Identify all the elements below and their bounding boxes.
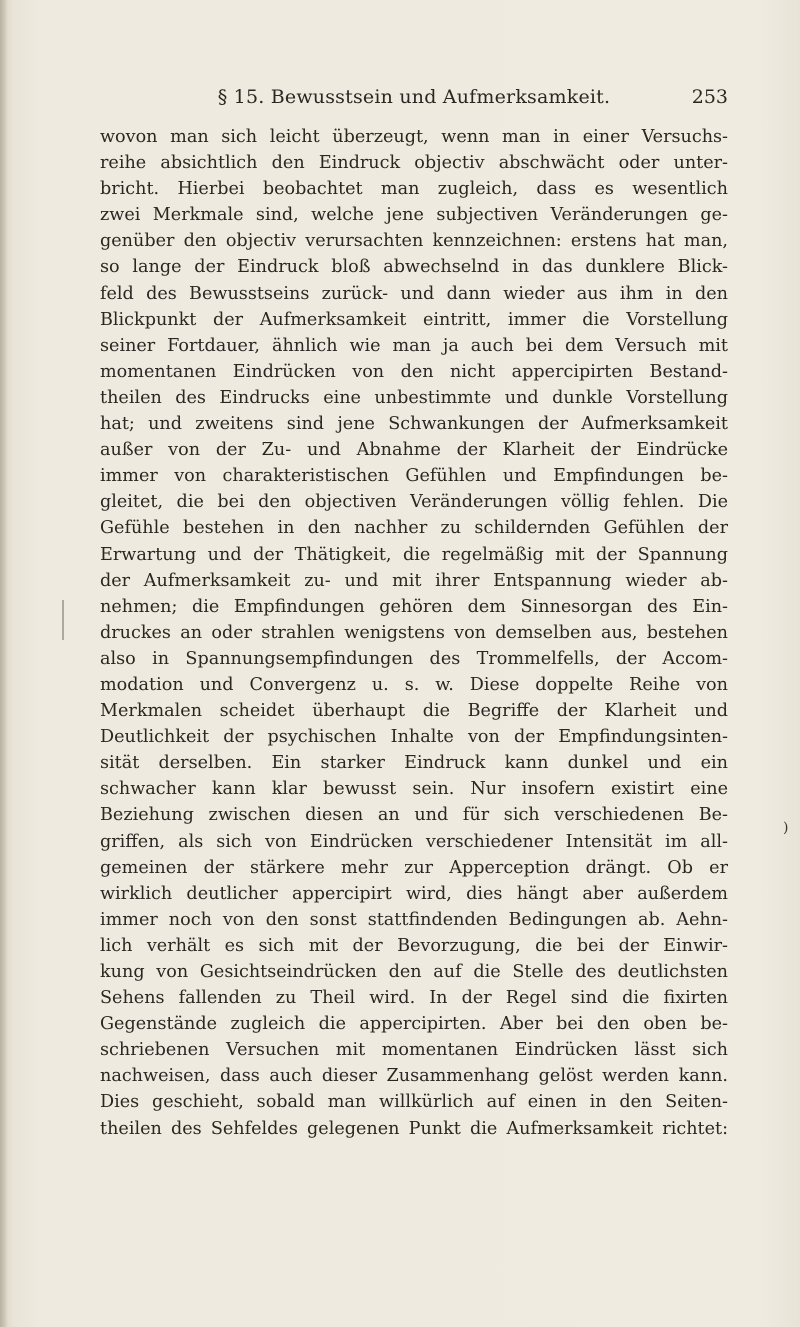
text-line: reihe absichtlich den Eindruck objectiv abschwächt oder unter- <box>100 153 728 174</box>
text-line: immer noch von den sonst stattfindenden Bedingungen ab. Aehn- <box>100 909 728 930</box>
text-line: Erwartung und der Thätigkeit, die regelmäßig mit der Spannung <box>100 544 728 565</box>
text-line: immer von charakteristischen Gefühlen und Empfindungen be- <box>100 466 728 487</box>
page-number: 253 <box>691 86 728 108</box>
margin-pencil-mark <box>62 600 64 640</box>
text-line: hat; und zweitens sind jene Schwankungen der Aufmerksamkeit <box>100 414 728 435</box>
section-title: § 15. Bewusstsein und Aufmerksamkeit. <box>217 86 611 108</box>
text-line: feld des Bewusstseins zurück- und dann wieder aus ihm in den <box>100 283 728 304</box>
text-line: kung von Gesichtseindrücken den auf die Stelle des deutlichsten <box>100 962 728 982</box>
text-line: schriebenen Versuchen mit momentanen Eindrücken lässt sich <box>100 1040 728 1061</box>
text-line: druckes an oder strahlen wenigstens von demselben aus, bestehen <box>100 622 728 643</box>
text-line: Gegenstände zugleich die appercipirten. Aber bei den oben be- <box>100 1014 728 1035</box>
running-header <box>100 86 728 114</box>
text-line: zwei Merkmale sind, welche jene subjectiven Veränderungen ge- <box>100 205 728 226</box>
body-text <box>100 124 728 1142</box>
text-line: also in Spannungsempfindungen des Trommelfells, der Accom- <box>100 648 728 669</box>
text-line: griffen, als sich von Eindrücken verschiedener Intensität im all- <box>100 831 728 852</box>
text-line: wirklich deutlicher appercipirt wird, dies hängt aber außerdem <box>100 883 728 904</box>
text-line: Merkmalen scheidet überhaupt die Begriffe der Klarheit und <box>100 701 728 722</box>
text-line: genüber den objectiv verursachten kennzeichnen: erstens hat man, <box>100 231 728 252</box>
text-line: schwacher kann klar bewusst sein. Nur insofern existirt eine <box>100 779 728 800</box>
text-line: theilen des Eindrucks eine unbestimmte und dunkle Vorstellung <box>100 387 728 408</box>
text-line: Blickpunkt der Aufmerksamkeit eintritt, immer die Vorstellung <box>100 309 728 330</box>
text-line: nachweisen, dass auch dieser Zusammenhang gelöst werden kann. <box>100 1066 728 1087</box>
text-line: bricht. Hierbei beobachtet man zugleich, dass es wesentlich <box>100 179 728 200</box>
text-line: außer von der Zu- und Abnahme der Klarheit der Eindrücke <box>100 440 728 461</box>
text-line: gemeinen der stärkere mehr zur Apperception drängt. Ob er <box>100 857 728 878</box>
text-line: sität derselben. Ein starker Eindruck kann dunkel und ein <box>100 753 728 774</box>
text-line: so lange der Eindruck bloß abwechselnd in das dunklere Blick- <box>100 257 728 278</box>
text-line: Deutlichkeit der psychischen Inhalte von der Empfindungsinten- <box>100 727 728 748</box>
text-line: modation und Convergenz u. s. w. Diese doppelte Reihe von <box>100 674 728 695</box>
page-binding-shadow <box>0 0 8 1327</box>
text-line: momentanen Eindrücken von den nicht appercipirten Bestand- <box>100 361 728 382</box>
text-line: lich verhält es sich mit der Bevorzugung, die bei der Einwir- <box>100 935 728 956</box>
text-line: theilen des Sehfeldes gelegenen Punkt die Aufmerksamkeit richtet: <box>100 1118 728 1139</box>
text-line: wovon man sich leicht überzeugt, wenn man in einer Versuchs- <box>100 127 728 147</box>
text-line: Beziehung zwischen diesen an und für sich verschiedenen Be- <box>100 805 728 826</box>
margin-bracket-mark: ) <box>783 820 789 836</box>
text-line: nehmen; die Empfindungen gehören dem Sinnesorgan des Ein- <box>100 596 728 617</box>
text-line: seiner Fortdauer, ähnlich wie man ja auch bei dem Versuch mit <box>100 335 728 356</box>
text-line: Gefühle bestehen in den nachher zu schildernden Gefühlen der <box>100 518 728 539</box>
text-line: Sehens fallenden zu Theil wird. In der Regel sind die fixirten <box>100 988 728 1009</box>
text-line: Dies geschieht, sobald man willkürlich auf einen in den Seiten- <box>100 1092 728 1113</box>
text-line: der Aufmerksamkeit zu- und mit ihrer Entspannung wieder ab- <box>100 570 728 591</box>
text-line: gleitet, die bei den objectiven Veränderungen völlig fehlen. Die <box>100 492 728 513</box>
